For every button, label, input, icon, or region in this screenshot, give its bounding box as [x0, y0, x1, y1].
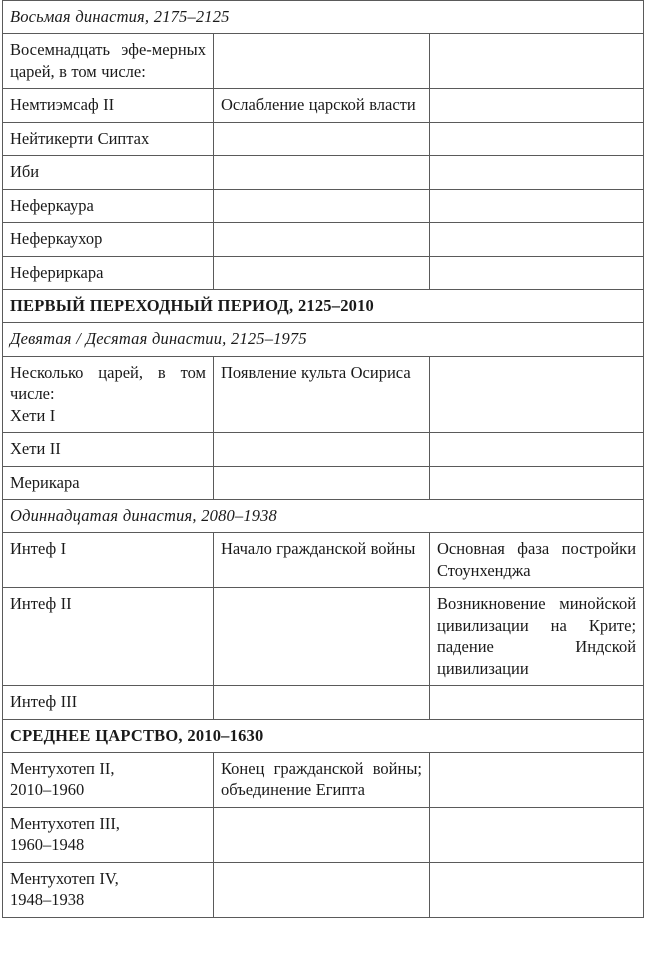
world-event-cell: Возникновение минойской цивилизации на Крите; падение Индской цивилизации	[430, 588, 644, 686]
table-row	[3, 533, 644, 588]
egypt-event-cell: Ослабление царской власти	[214, 89, 430, 122]
table-row	[3, 1, 644, 34]
table-row	[3, 807, 644, 862]
period-header-cell: ПЕРВЫЙ ПЕРЕХОДНЫЙ ПЕРИОД, 2125–2010	[3, 289, 644, 322]
table-row	[3, 89, 644, 122]
empty-cell	[214, 223, 430, 256]
dynasty-header-cell: Одиннадцатая династия, 2080–1938	[3, 500, 644, 533]
table-row	[3, 156, 644, 189]
empty-cell	[214, 433, 430, 466]
ruler-name-cell: Интеф I	[3, 533, 214, 588]
egypt-event-cell: Появление культа Осириса	[214, 356, 430, 432]
empty-cell	[430, 686, 644, 719]
empty-cell	[430, 807, 644, 862]
empty-cell	[430, 433, 644, 466]
empty-cell	[214, 156, 430, 189]
empty-cell	[214, 807, 430, 862]
empty-cell	[214, 686, 430, 719]
ruler-name-cell: Интеф II	[3, 588, 214, 686]
world-event-cell: Основная фаза постройки Стоунхенджа	[430, 533, 644, 588]
ruler-name-cell: Нефериркара	[3, 256, 214, 289]
table-row	[3, 34, 644, 89]
ruler-name-cell: Восемнадцать эфе-мерных царей, в том числе:	[3, 34, 214, 89]
table-row	[3, 433, 644, 466]
table-row	[3, 752, 644, 807]
ruler-name-cell: Несколько царей, в том числе: Хети I	[3, 356, 214, 432]
table-row	[3, 500, 644, 533]
egypt-event-cell: Конец гражданской войны; объединение Египта	[214, 752, 430, 807]
chronology-table	[2, 0, 644, 918]
table-row	[3, 719, 644, 752]
empty-cell	[430, 256, 644, 289]
ruler-name-cell: Неферкаухор	[3, 223, 214, 256]
empty-cell	[214, 466, 430, 499]
empty-cell	[214, 588, 430, 686]
ruler-name-cell: Ментухотеп III, 1960–1948	[3, 807, 214, 862]
empty-cell	[430, 752, 644, 807]
table-body	[3, 1, 644, 918]
table-row	[3, 323, 644, 356]
empty-cell	[430, 89, 644, 122]
empty-cell	[214, 256, 430, 289]
table-row	[3, 466, 644, 499]
ruler-name-cell: Мерикара	[3, 466, 214, 499]
egypt-event-cell: Начало гражданской войны	[214, 533, 430, 588]
empty-cell	[430, 223, 644, 256]
table-row	[3, 223, 644, 256]
table-row	[3, 862, 644, 917]
empty-cell	[430, 862, 644, 917]
empty-cell	[430, 34, 644, 89]
period-header-cell: СРЕДНЕЕ ЦАРСТВО, 2010–1630	[3, 719, 644, 752]
empty-cell	[214, 862, 430, 917]
empty-cell	[430, 356, 644, 432]
dynasty-header-cell: Восьмая династия, 2175–2125	[3, 1, 644, 34]
dynasty-header-cell: Девятая / Десятая династии, 2125–1975	[3, 323, 644, 356]
table-row	[3, 122, 644, 155]
ruler-name-cell: Неферкаура	[3, 189, 214, 222]
table-row	[3, 588, 644, 686]
ruler-name-cell: Хети II	[3, 433, 214, 466]
empty-cell	[430, 189, 644, 222]
ruler-name-cell: Нейтикерти Сиптах	[3, 122, 214, 155]
table-row	[3, 356, 644, 432]
ruler-name-cell: Немтиэмсаф II	[3, 89, 214, 122]
table-row	[3, 189, 644, 222]
ruler-name-cell: Интеф III	[3, 686, 214, 719]
table-row	[3, 256, 644, 289]
empty-cell	[430, 466, 644, 499]
ruler-name-cell: Ментухотеп IV, 1948–1938	[3, 862, 214, 917]
empty-cell	[430, 122, 644, 155]
ruler-name-cell: Ментухотеп II, 2010–1960	[3, 752, 214, 807]
empty-cell	[430, 156, 644, 189]
empty-cell	[214, 122, 430, 155]
table-row	[3, 289, 644, 322]
table-row	[3, 686, 644, 719]
empty-cell	[214, 189, 430, 222]
ruler-name-cell: Иби	[3, 156, 214, 189]
empty-cell	[214, 34, 430, 89]
